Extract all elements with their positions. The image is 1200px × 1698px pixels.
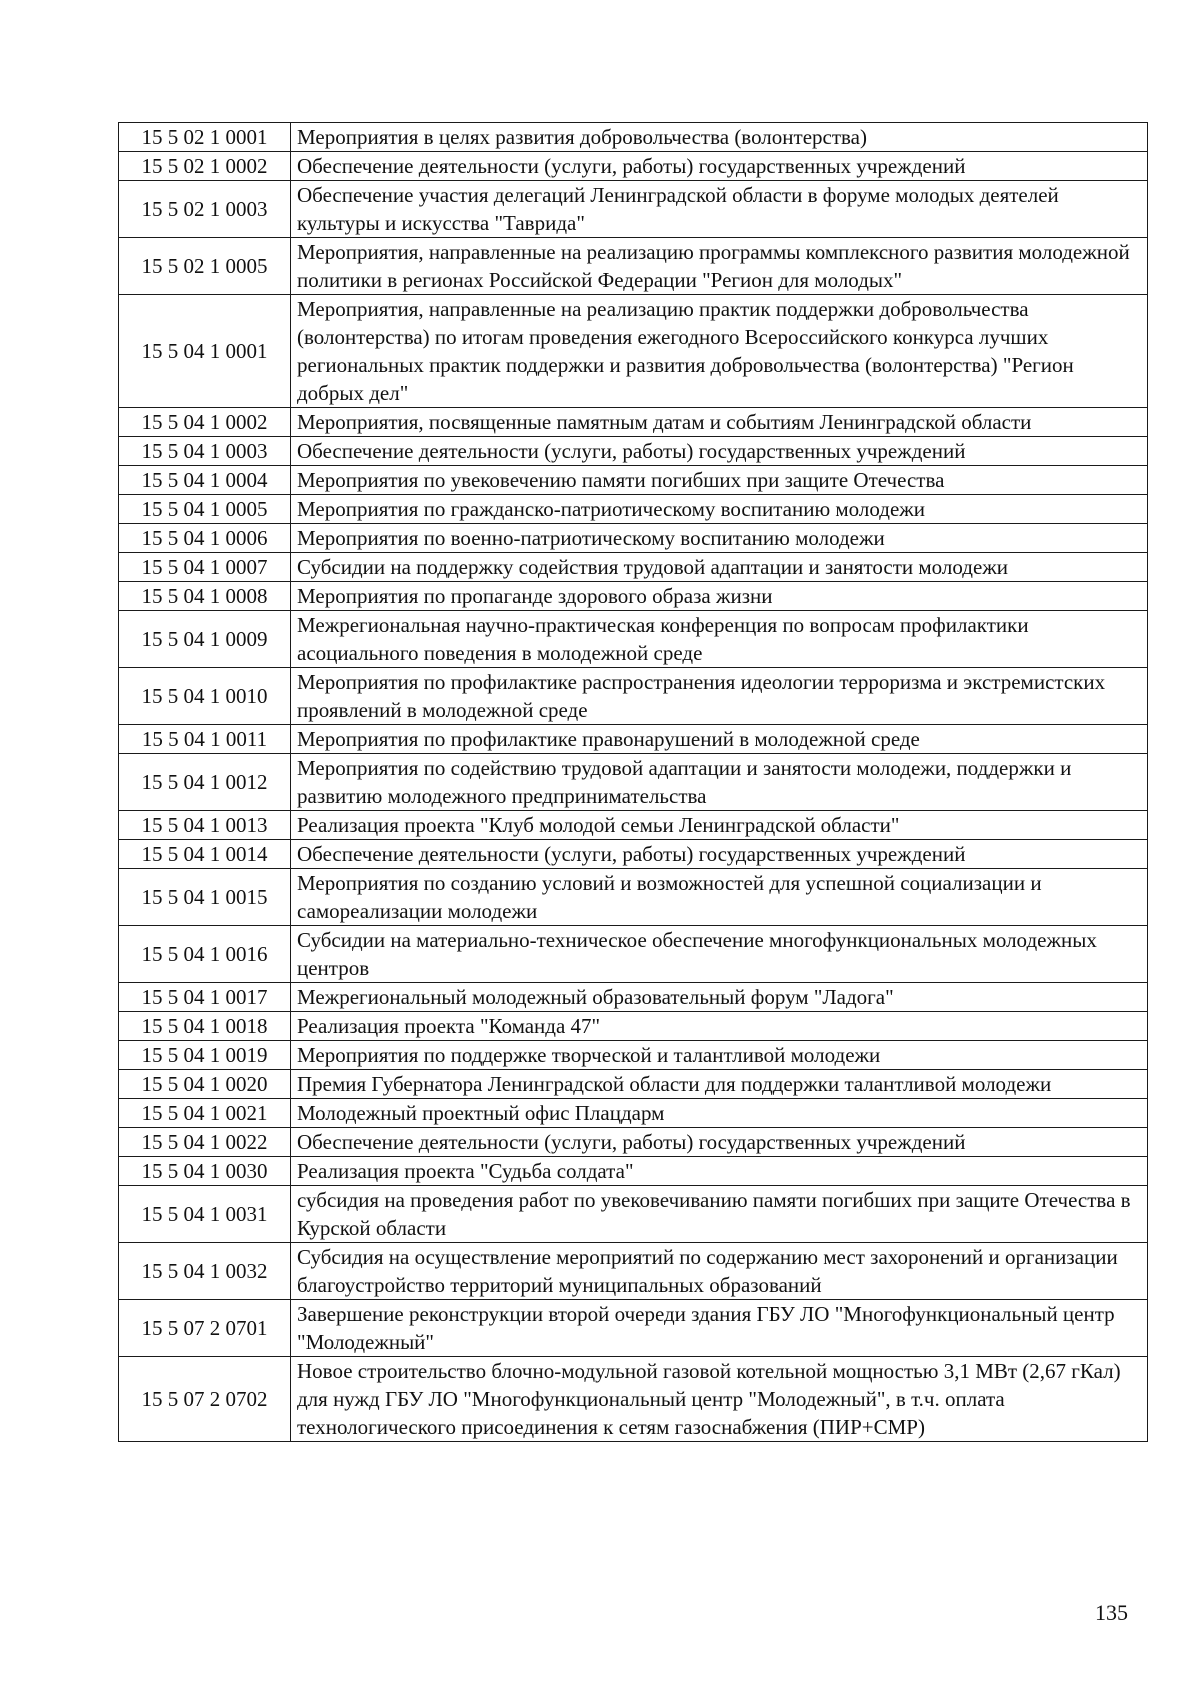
- row-description: субсидия на проведения работ по увековечиванию памяти погибших при защите Отечества в Курской области: [291, 1186, 1148, 1243]
- row-description: Мероприятия по профилактике распространения идеологии терроризма и экстремистских проявлений в молодежной среде: [291, 668, 1148, 725]
- row-code: 15 5 04 1 0017: [119, 983, 291, 1012]
- table-body: [119, 123, 1148, 1442]
- row-description: Мероприятия по содействию трудовой адаптации и занятости молодежи, поддержки и развитию молодежного предпринимательства: [291, 754, 1148, 811]
- row-description: Мероприятия, направленные на реализацию программы комплексного развития молодежной политики в регионах Российской Федерации "Регион для молодых": [291, 238, 1148, 295]
- row-description: Субсидии на материально-техническое обеспечение многофункциональных молодежных центров: [291, 926, 1148, 983]
- table-row: [119, 983, 1148, 1012]
- row-code: 15 5 04 1 0005: [119, 495, 291, 524]
- row-code: 15 5 04 1 0020: [119, 1070, 291, 1099]
- row-description: Мероприятия по профилактике правонарушений в молодежной среде: [291, 725, 1148, 754]
- row-description: Обеспечение деятельности (услуги, работы) государственных учреждений: [291, 1128, 1148, 1157]
- row-description: Мероприятия в целях развития добровольчества (волонтерства): [291, 123, 1148, 152]
- table-row: [119, 1041, 1148, 1070]
- table-row: [119, 1099, 1148, 1128]
- row-description: Реализация проекта "Команда 47": [291, 1012, 1148, 1041]
- table-row: [119, 1243, 1148, 1300]
- table-row: [119, 582, 1148, 611]
- row-description: Новое строительство блочно-модульной газовой котельной мощностью 3,1 МВт (2,67 гКал) для нужд ГБУ ЛО "Многофункциональный центр "Молодежный", в т.ч. оплата технологического присоединения к сетям газоснабжения (ПИР+СМР): [291, 1357, 1148, 1442]
- table-row: [119, 869, 1148, 926]
- row-code: 15 5 04 1 0012: [119, 754, 291, 811]
- table-row: [119, 1012, 1148, 1041]
- row-description: Субсидия на осуществление мероприятий по содержанию мест захоронений и организации благоустройство территорий муниципальных образований: [291, 1243, 1148, 1300]
- row-code: 15 5 04 1 0019: [119, 1041, 291, 1070]
- row-description: Премия Губернатора Ленинградской области для поддержки талантливой молодежи: [291, 1070, 1148, 1099]
- row-code: 15 5 04 1 0021: [119, 1099, 291, 1128]
- row-code: 15 5 04 1 0006: [119, 524, 291, 553]
- row-description: Молодежный проектный офис Плацдарм: [291, 1099, 1148, 1128]
- row-description: Реализация проекта "Клуб молодой семьи Ленинградской области": [291, 811, 1148, 840]
- table-row: [119, 152, 1148, 181]
- codes-table: [118, 122, 1148, 1442]
- row-description: Мероприятия, посвященные памятным датам и событиям Ленинградской области: [291, 408, 1148, 437]
- row-description: Обеспечение участия делегаций Ленинградской области в форуме молодых деятелей культуры и искусства "Таврида": [291, 181, 1148, 238]
- row-description: Обеспечение деятельности (услуги, работы) государственных учреждений: [291, 437, 1148, 466]
- row-description: Реализация проекта "Судьба солдата": [291, 1157, 1148, 1186]
- table-row: [119, 1128, 1148, 1157]
- row-code: 15 5 04 1 0018: [119, 1012, 291, 1041]
- table-row: [119, 495, 1148, 524]
- table-row: [119, 553, 1148, 582]
- row-code: 15 5 04 1 0030: [119, 1157, 291, 1186]
- table-row: [119, 840, 1148, 869]
- table-row: [119, 437, 1148, 466]
- row-description: Субсидии на поддержку содействия трудовой адаптации и занятости молодежи: [291, 553, 1148, 582]
- row-code: 15 5 02 1 0003: [119, 181, 291, 238]
- table-row: [119, 181, 1148, 238]
- page-number: 135: [1095, 1600, 1128, 1625]
- row-code: 15 5 04 1 0009: [119, 611, 291, 668]
- table-row: [119, 524, 1148, 553]
- row-code: 15 5 02 1 0005: [119, 238, 291, 295]
- table-row: [119, 295, 1148, 408]
- row-description: Обеспечение деятельности (услуги, работы) государственных учреждений: [291, 840, 1148, 869]
- row-description: Мероприятия по поддержке творческой и талантливой молодежи: [291, 1041, 1148, 1070]
- row-description: Мероприятия по гражданско-патриотическому воспитанию молодежи: [291, 495, 1148, 524]
- table-row: [119, 754, 1148, 811]
- row-code: 15 5 04 1 0015: [119, 869, 291, 926]
- table-row: [119, 1357, 1148, 1442]
- row-code: 15 5 04 1 0008: [119, 582, 291, 611]
- row-code: 15 5 02 1 0001: [119, 123, 291, 152]
- row-code: 15 5 04 1 0003: [119, 437, 291, 466]
- row-code: 15 5 04 1 0014: [119, 840, 291, 869]
- row-code: 15 5 07 2 0701: [119, 1300, 291, 1357]
- table-row: [119, 238, 1148, 295]
- row-description: Межрегиональная научно-практическая конференция по вопросам профилактики асоциального поведения в молодежной среде: [291, 611, 1148, 668]
- table-row: [119, 611, 1148, 668]
- table-row: [119, 1070, 1148, 1099]
- table-row: [119, 1157, 1148, 1186]
- row-description: Завершение реконструкции второй очереди здания ГБУ ЛО "Многофункциональный центр "Молодежный": [291, 1300, 1148, 1357]
- row-code: 15 5 04 1 0013: [119, 811, 291, 840]
- row-description: Мероприятия по увековечению памяти погибших при защите Отечества: [291, 466, 1148, 495]
- row-description: Межрегиональный молодежный образовательный форум "Ладога": [291, 983, 1148, 1012]
- row-code: 15 5 02 1 0002: [119, 152, 291, 181]
- row-code: 15 5 04 1 0031: [119, 1186, 291, 1243]
- row-description: Мероприятия по созданию условий и возможностей для успешной социализации и самореализации молодежи: [291, 869, 1148, 926]
- table-row: [119, 466, 1148, 495]
- row-code: 15 5 07 2 0702: [119, 1357, 291, 1442]
- row-code: 15 5 04 1 0002: [119, 408, 291, 437]
- row-description: Мероприятия по пропаганде здорового образа жизни: [291, 582, 1148, 611]
- row-description: Мероприятия, направленные на реализацию практик поддержки добровольчества (волонтерства) по итогам проведения ежегодного Всероссийского конкурса лучших региональных практик поддержки и развития добровольчества (волонтерства) "Регион добрых дел": [291, 295, 1148, 408]
- row-code: 15 5 04 1 0011: [119, 725, 291, 754]
- row-code: 15 5 04 1 0032: [119, 1243, 291, 1300]
- table-row: [119, 123, 1148, 152]
- table-row: [119, 1300, 1148, 1357]
- table-row: [119, 926, 1148, 983]
- row-code: 15 5 04 1 0022: [119, 1128, 291, 1157]
- row-code: 15 5 04 1 0007: [119, 553, 291, 582]
- table-row: [119, 811, 1148, 840]
- table-row: [119, 725, 1148, 754]
- table-row: [119, 668, 1148, 725]
- row-code: 15 5 04 1 0016: [119, 926, 291, 983]
- table-row: [119, 408, 1148, 437]
- row-description: Мероприятия по военно-патриотическому воспитанию молодежи: [291, 524, 1148, 553]
- row-description: Обеспечение деятельности (услуги, работы) государственных учреждений: [291, 152, 1148, 181]
- row-code: 15 5 04 1 0001: [119, 295, 291, 408]
- row-code: 15 5 04 1 0010: [119, 668, 291, 725]
- row-code: 15 5 04 1 0004: [119, 466, 291, 495]
- table-row: [119, 1186, 1148, 1243]
